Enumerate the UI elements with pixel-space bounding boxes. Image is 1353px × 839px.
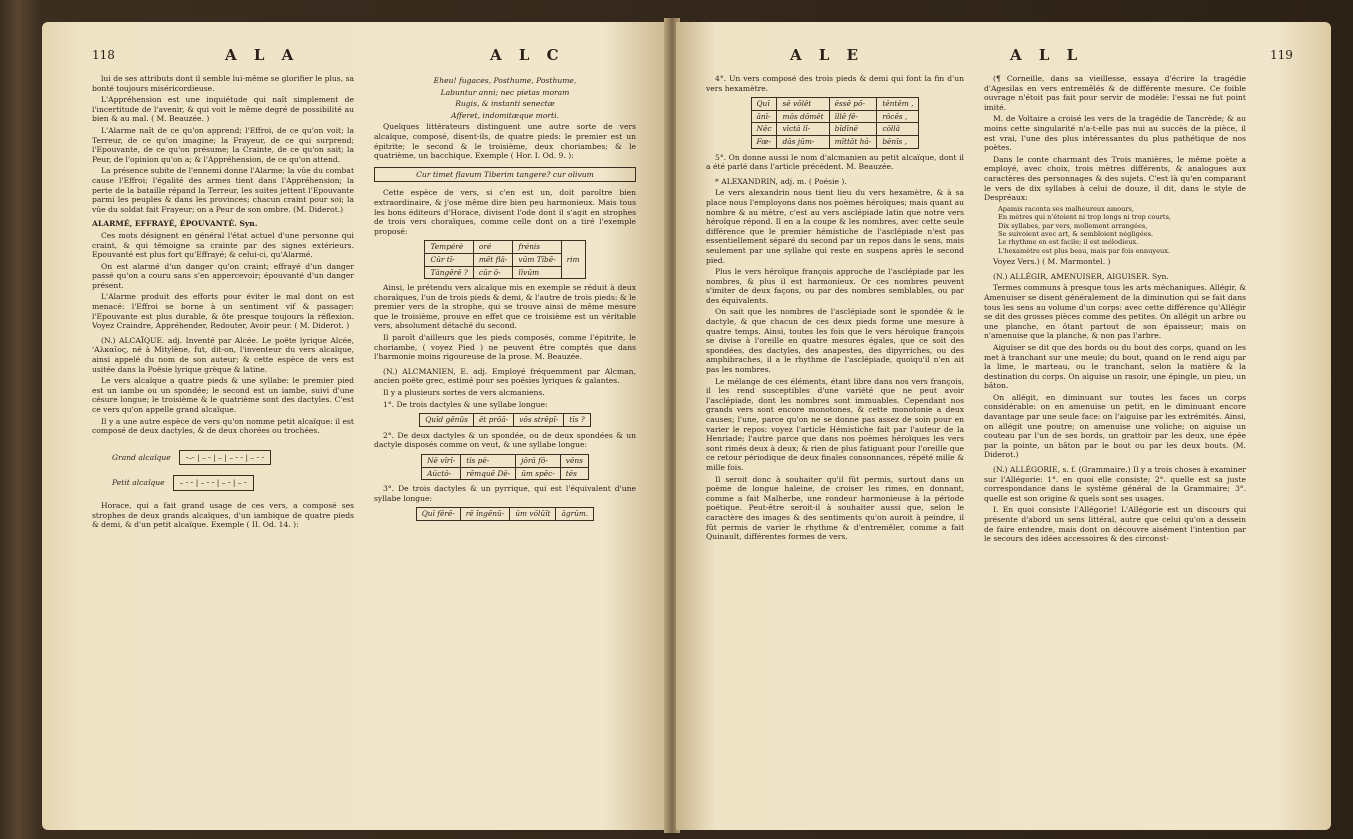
paragraph: I. En quoi consiste l'Allégorie! L'Allégorie est un discours qui présente d'abord un sens littéral, autre que celui qu'on a dessein de faire entendre, mais dont on découvre aisément l'intention par le secours des idées accessoires & des circonst- xyxy=(984,505,1246,544)
right-page-number: 119 xyxy=(1270,48,1293,62)
paragraph: lui de ses attributs dont il semble lui-même se glorifier le plus, sa bonté toujours miséricordieuse. xyxy=(92,74,354,93)
paragraph: On allégit, en diminuant sur toutes les faces un corps considérable: on en amenuise un petit, en le diminuant encore davantage par une seule face: on l'aiguise par les extrémités. Ainsi, on allégit une poutre; on amenuise une voliche; on aiguise un couteau par l'un de ses bords, un grattoir par les deux, une épée par la pointe, un bâton par le bout ou par les deux bouts. (M. Diderot.) xyxy=(984,392,1246,460)
table-cell: ēt prŏā- xyxy=(473,414,513,427)
paragraph: Il seroit donc à souhaiter qu'il fût permis, surtout dans un poème de longue haleine, de croiser les rimes, en donnant, comme a fait Malherbe, une rondeur harmonieuse à la période poétique. Peut-être seroit-il à souhaiter aussi que, selon le caractère des images & des sentiments qu'on auroit à peindre, il fût permis de varier le rhythme & d'entremêler, comme a fait Quinault, différentes formes de vers. xyxy=(706,474,964,542)
paragraph: Le mélange de ces éléments, étant libre dans nos vers françois, il les rend susceptibles d'une variété que ne peut avoir l'asclépiade, dont les nombres sont immuables. Cependant nos grands vers sont encore monotones, & cette monotonie a deux causes; l'une, parce qu'on ne se donne pas assez de soin pour en varier le repos: voyez l'article Hémistiche fait par l'auteur de la Henriade; l'autre parce que dans nos poèmes héroïques les vers sont rimés deux à deux; & rien de plus fatiguant pour l'oreille que ce retour périodique de deux finales consonnances, répété mille & mille fois. xyxy=(706,376,964,472)
paragraph: La présence subite de l'ennemi donne l'Alarme; la vûe du combat cause l'Effroi; l'égalité des armes tient dans l'Appréhension; la perte de la bataille répand la Terreur, les suites jettent l'Epouvante parmi les peuples & dans les provinces; chacun craint pour soi; la vûe du soldat fait Frayeur; on a Peur de son ombre. (M. Diderot.) xyxy=(92,166,354,214)
entry-alcaique: (N.) ALCAÏQUE. adj. Inventé par Alcée. Le poëte lyrique Alcée, 'Αλκαῖος, né à Mitylène, fut, dit-on, l'inventeur du vers alcaïque, ainsi appelé du nom de son auteur; & cette espèce de vers est usitée dans la Poësie lyrique grèque & latine. xyxy=(92,335,354,374)
table-cell: frénis xyxy=(513,241,561,254)
paragraph: On sait que les nombres de l'asclépiade sont le spondée & le dactyle, & que chacun de ces deux pieds forme une mesure à quatre temps. Ainsi, toutes les fois que le vers héroïque françois se divise à l'oreille en quatre mesures égales, que ce soit des spondées, des dactyles, des anapestes, des dipyrriches, ou des amphibraches, il a le rhythme de l'asclépiade, quoiqu'il n'en ait pas les nombres. xyxy=(706,307,964,375)
table-row xyxy=(425,266,585,279)
paragraph: M. de Voltaire a croisé les vers de la tragédie de Tancrède; & au moins cette singularité n'a-t-elle pas nui au succès de la pièce, il est vrai, l'une des plus intéressantes du plus pathétique de nos poètes. xyxy=(984,114,1246,153)
table-cell: mōs dōmēt xyxy=(777,110,829,123)
alcmanien-example-3 xyxy=(416,507,595,521)
entry-allegorie: (N.) ALLÉGORIE, s. f. (Grammaire.) Il y a trois choses à examiner sur l'Allégorie: 1°. en quoi elle consiste; 2°. quelle est sa juste correspondance dans le système général de la Grammaire; 3°. quelle est son origine & quels sont ses usages. xyxy=(984,465,1246,503)
table-row xyxy=(751,135,919,148)
paragraph: Il y a une autre espèce de vers qu'on nomme petit alcaïque: il est composé de deux dactyles, & de deux chorées ou trochées. xyxy=(92,416,354,436)
table-cell: bēnīs , xyxy=(877,135,919,148)
entry-alexandrin: * ALEXANDRIN, adj. m. ( Poésie ). xyxy=(715,176,847,186)
petit-alcaique-scheme: – ⏑ ⏑ | – ⏑ ⏑ | – ⏑ | – ⏑ xyxy=(173,475,254,491)
left-column-2 xyxy=(374,74,636,796)
table-cell: jōrā fŏ- xyxy=(516,455,561,468)
scheme-label: Grand alcaïque xyxy=(112,452,171,462)
verse-line: Rugis, & instanti senectæ xyxy=(455,99,555,109)
table-cell: īllĕ fĕ- xyxy=(829,110,877,123)
hexameter-table xyxy=(751,97,920,148)
table-cell: Tempérè xyxy=(425,241,473,254)
paragraph: Il y a plusieurs sortes de vers alcmaniens. xyxy=(383,388,545,398)
scheme-label: Petit alcaïque xyxy=(112,478,165,488)
left-header-col1: A L A xyxy=(225,46,300,64)
table-row xyxy=(422,467,589,480)
paragraph: Plus le vers héroïque françois approche de l'asclépiade par les nombres, & plus il est harmonieux. Or ces nombres peuvent s'imiter de deux façons, ou par des nombres semblables, ou par des équivalents. xyxy=(706,267,964,305)
grand-alcaique-scheme: ⏑–⏑ | – ⏑ | – | – ⏑ ⏑ | – ⏑ ⏑ xyxy=(179,450,271,466)
table-row xyxy=(751,98,919,111)
table-cell: ūm vōlŭĭt xyxy=(510,508,556,521)
table-cell: līvūm xyxy=(513,266,561,279)
paragraph: 1°. De trois dactyles & une syllabe longue: xyxy=(383,399,548,409)
table-cell: Aūctō- xyxy=(422,467,461,480)
paragraph: Le vers alexandrin nous tient lieu du vers hexamètre, & à sa place nous l'employons dans nos poèmes héroïques; mais quant au nombre & au mètre, c'est au vers asclépiade latin que notre vers héroïque répond. Il en a la coupe & les nombres, avec cette seule différence que le premier hémistiche de l'asclépiade n'est pas essentiellement séparé du second par un repos dans le sens, mais seulement par une syllabe qui reste en suspens après le second pied. xyxy=(706,188,964,265)
right-column-1 xyxy=(706,74,964,796)
paragraph: Aiguiser se dit que des bords ou du bout des corps, quand on les met à tranchant sur une meule; du bout, quand on le rend aigu par la lime, le marteau, ou le tranchant, selon la matière & la destination du corps. On aiguise un rasoir, une épingle, un pieu, un bâton. xyxy=(984,342,1246,391)
paragraph: 2°. De deux dactyles & un spondée, ou de deux spondées & un dactyle disposés comme on veut, & une syllabe longue: xyxy=(374,430,636,450)
paragraph: Quelques littérateurs distinguent une autre sorte de vers alcaïque, composé, disent-ils, de quatre pieds: le premier est un épitrite; le second & le troisième, deux choriambes; & le quatrième, un bacchique. Exemple ( Hor. I. Od. 9. ): xyxy=(374,122,636,161)
table-cell: mĭttāt hă- xyxy=(829,135,877,148)
table-cell: ēssĕ pŏ- xyxy=(829,98,877,111)
table-cell: tīs pē- xyxy=(461,455,516,468)
table-cell: bīdĭnĕ xyxy=(829,123,877,136)
table-cell: vīctā lĭ- xyxy=(777,123,829,136)
table-cell: vōs strĕpĭ- xyxy=(514,414,564,427)
entry-alcmanien: (N.) ALCMANIEN, E. adj. Employé fréquemment par Alcman, ancien poëte grec, estimé pour ses poésies lyriques & galantes. xyxy=(374,366,636,386)
table-row xyxy=(422,455,589,468)
table-cell: Nē vĭrĭ- xyxy=(422,455,461,468)
table-cell: Quīd gĕnŭs xyxy=(420,414,474,427)
paragraph: Dans le conte charmant des Trois manières, le même poète a employé, avec choix, trois mètres différents, & analogues aux caractères des personnages & des sujets. C'est là qu'en comparant le vers de dix syllabes à celui de douze, il dit, dans le style de Despréaux: xyxy=(984,154,1246,203)
paragraph: L'Appréhension est une inquiétude qui naît simplement de l'incertitude de l'avenir, & qui voit le même degré de possibilité au bien & au mal. ( M. Beauzée. ) xyxy=(92,95,354,124)
table-row xyxy=(425,253,585,266)
table-cell: sē vōlēt xyxy=(777,98,829,111)
verse-line: Afferet, indomitæque morti. xyxy=(451,110,559,120)
table-cell: dās jūm- xyxy=(777,135,829,148)
table-cell: tēntēm , xyxy=(877,98,919,111)
scansion-line: Cur timet flavum Tiberim tangere? cur olivum xyxy=(374,167,636,183)
table-cell: rĕ ĭngĕnŭ- xyxy=(460,508,510,521)
paragraph: 3°. De trois dactyles & un pyrrique, qui est l'équivalent d'une syllabe longue: xyxy=(374,484,636,503)
paragraph: Ces mots désignent en général l'état actuel d'une personne qui craint, & qui témoigne sa crainte par des signes extérieurs. Epouvanté est plus fort qu'Effrayé; & celui-ci, qu'Alarmé. xyxy=(92,230,354,260)
table-cell: Quī xyxy=(751,98,777,111)
right-header-col2: A L L xyxy=(1010,46,1084,64)
entry-heading: ALARMÉ, EFFRAYÉ, ÉPOUVANTÉ. Syn. xyxy=(92,219,258,229)
table-cell: ūm spĕc- xyxy=(516,467,561,480)
paragraph: 5°. On donne aussi le nom d'alcmanien au petit alcaïque, dont il a été parlé dans l'article précédent. M. Beauzée. xyxy=(706,152,964,172)
table-cell: rim xyxy=(561,241,585,279)
paragraph: Voyez Vers.) ( M. Marmontel. ) xyxy=(993,257,1111,267)
alcmanien-example-2 xyxy=(421,454,589,480)
table-row xyxy=(751,123,919,136)
paragraph: (¶ Corneille, dans sa vieillesse, essaya d'écrire la tragédie d'Agesilas en vers entremêlés & de différente mesure. Ce foible ouvrage n'étoit pas fait pour servir de modèle: l'essai ne fut point imité. xyxy=(984,74,1246,112)
table-cell: Quī fĕrĕ- xyxy=(416,508,460,521)
table-cell: tīs ? xyxy=(564,414,590,427)
petit-alcaique-scheme-row xyxy=(112,475,354,491)
table-cell: Tāngĕrĕ ? xyxy=(425,266,473,279)
paragraph: L'Alarme naît de ce qu'on apprend; l'Effroi, de ce qu'on voit; la Terreur, de ce qu'on imagine; la Frayeur, de ce qui surprend; l'Epouvante, de ce qu'on présume; la Crainte, de ce qu'on sait; la Peur, de l'opinion qu'on a; & l'Appréhension, de ce qu'on attend. xyxy=(92,125,354,164)
table-cell: rōcēs , xyxy=(877,110,919,123)
verse-line: Labuntur anni; nec pietas moram xyxy=(440,87,570,97)
table-cell: vēns xyxy=(560,455,588,468)
verse-line: Eheu! fugaces, Posthume, Posthume, xyxy=(433,76,577,85)
choraique-table xyxy=(424,240,585,279)
table-cell: cōllā xyxy=(877,123,919,136)
paragraph: Le vers alcaïque a quatre pieds & une syllabe: le premier pied est un iambe ou un spondée; le second est un iambe, suivi d'une césure longue; le troisième & le quatrième sont des dactyles. C'est ce vers qu'on appelle grand alcaïque. xyxy=(92,376,354,414)
table-cell: vūm Tĭbĕ- xyxy=(513,253,561,266)
table-cell: cūr ŏ- xyxy=(473,266,513,279)
paragraph: 4°. Un vers composé des trois pieds & demi qui font la fin d'un vers hexamètre. xyxy=(706,74,964,93)
table-cell: Cūr tĭ- xyxy=(425,253,473,266)
table-cell: mĕt flā- xyxy=(473,253,513,266)
table-cell: oré xyxy=(473,241,513,254)
table-cell: Fœ- xyxy=(751,135,777,148)
paragraph: Il paroît d'ailleurs que les pieds composés, comme l'épitrite, le choriambe, ( voyez Pied ) ne peuvent être comptés que dans l'harmonie moins rigoureuse de la prose. M. Beauzée. xyxy=(374,333,636,362)
paragraph: L'Alarme produit des efforts pour éviter le mal dont on est menacé: l'Effroi se borne à un sentiment vif & passager: l'Epouvante est plus durable, & ôte presque toujours la réflexion. Voyez Craindre, Appréhender, Redouter, Avoir peur. ( M. Diderot. ) xyxy=(92,292,354,331)
table-row xyxy=(416,508,594,521)
entry-allegir: (N.) ALLÉGIR, AMENUISER, AIGUISER. Syn. xyxy=(993,271,1169,281)
table-row xyxy=(420,414,590,427)
table-cell: tēs xyxy=(560,467,588,480)
paragraph: On est alarmé d'un danger qu'on craint; effrayé d'un danger passé qu'on a couru sans s'en appercevoir; épouvanté d'un danger présent. xyxy=(92,261,354,290)
left-page-number: 118 xyxy=(92,48,115,62)
grand-alcaique-scheme-row xyxy=(112,450,354,466)
left-header-col2: A L C xyxy=(490,46,565,64)
quoted-verses: Apamis raconta ses malheureux amours, En mètres qui n'étoient ni trop longs ni trop courts, Dix syllabes, par vers, mollement arrangées, Se suivoient avec art, & sembloient négligées. Le rhythme en est facile; il est mélodieux. L'hexamètre est plus beau, mais par fois ennuyeux. xyxy=(998,204,1172,255)
table-row xyxy=(425,241,585,254)
paragraph: Termes communs à presque tous les arts méchaniques. Allégir, & Amenuiser se disent généralement de la diminution qui se fait dans tous les sens au volume d'un corps: avec cette différence qu'Allégir se dit des grosses pièces comme des petites. On allégit un arbre ou une planche, en ôtant partout de son épaisseur; mais on n'amenuise que la planche, & non pas l'arbre. xyxy=(984,283,1246,341)
paragraph: Horace, qui a fait grand usage de ces vers, a composé ses strophes de deux grands alcaïques, d'un iambique de quatre pieds & demi, & d'un petit alcaïque. Exemple ( II. Od. 14. ): xyxy=(92,500,354,530)
table-cell: rĕmquĕ Dē- xyxy=(461,467,516,480)
table-cell: Nēc xyxy=(751,123,777,136)
left-column-1 xyxy=(92,74,354,796)
paragraph: Ainsi, le prétendu vers alcaïque mis en exemple se réduit à deux choraïques, l'un de trois pieds & demi, & l'autre de trois pieds: & le premier vers de la strophe, qui se trouve ainsi de même mesure que le troisième, prouve en effet que ce troisième est un véritable vers, absolument détaché du second. xyxy=(374,283,636,331)
alcmanien-example-1 xyxy=(419,413,590,427)
right-column-2 xyxy=(984,74,1246,796)
table-cell: āgrūm. xyxy=(556,508,594,521)
paragraph: Cette espèce de vers, si c'en est un, doit paroître bien extraordinaire, & j'ose même dire bien peu harmonieux. Mais tous les bons éditeurs d'Horace, divisent l'ode dont il s'agit en strophes de trois vers choraïques, comme celle dont on a tiré l'exemple proposé: xyxy=(374,188,636,236)
table-row xyxy=(751,110,919,123)
table-cell: ānī- xyxy=(751,110,777,123)
right-header-col1: A L E xyxy=(790,46,865,64)
